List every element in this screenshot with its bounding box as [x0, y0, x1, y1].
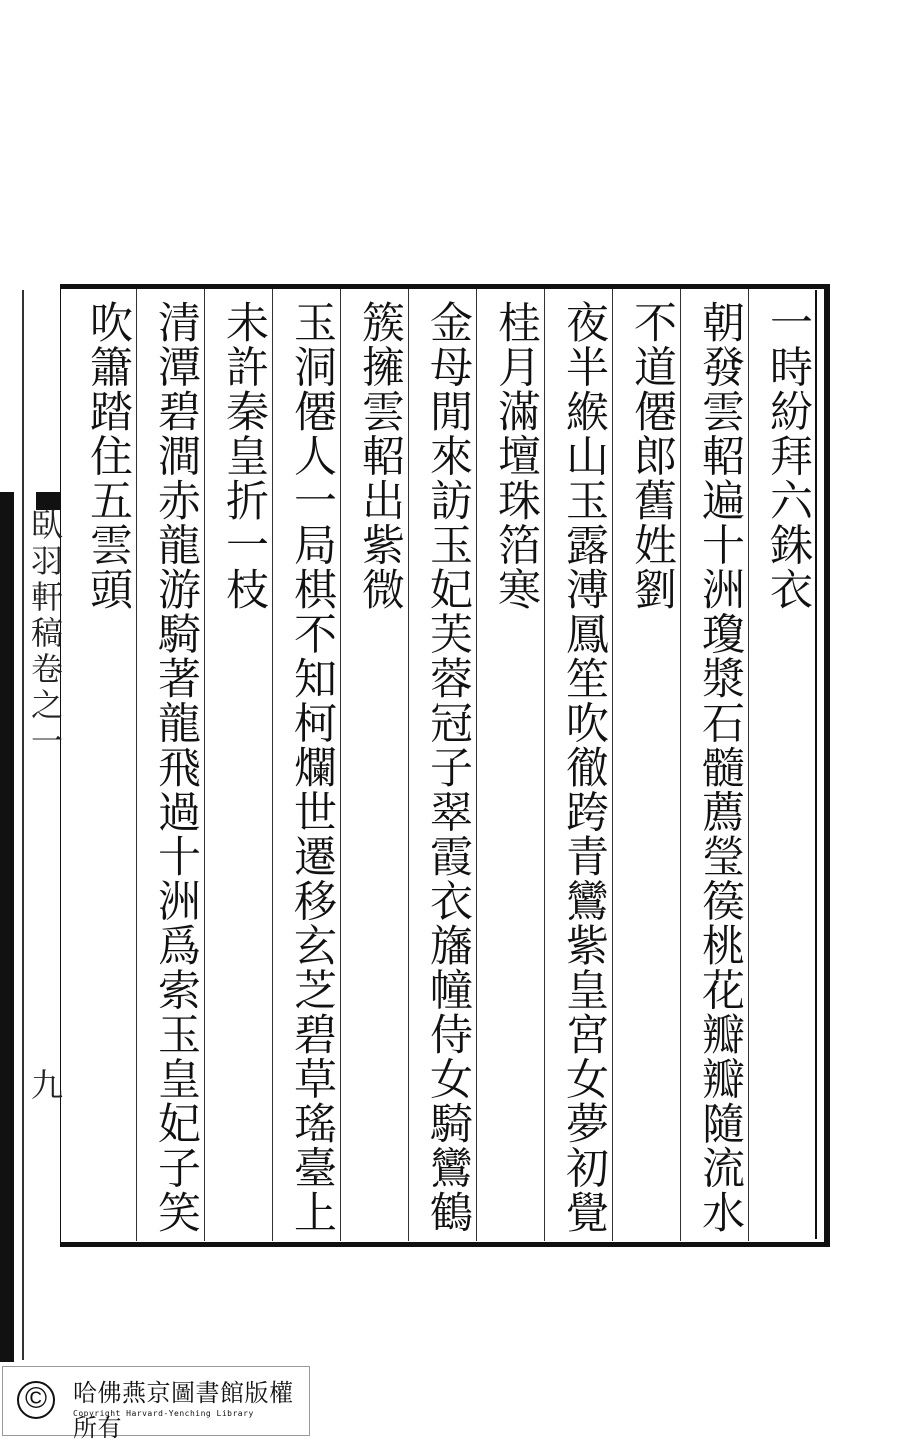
column-rule	[476, 289, 477, 1241]
text-column-11: 吹簫踏住五雲頭	[83, 300, 133, 612]
text-column-2: 朝發雲軺遍十洲瓊漿石髓薦瑩篌桃花瓣瓣隨流水	[695, 300, 745, 1235]
copyright-english: Copyright Harvard-Yenching Library	[73, 1409, 254, 1418]
text-column-10: 清潭碧澗赤龍游騎著龍飛過十洲爲索玉皇妃子笑	[151, 300, 201, 1235]
column-rule	[136, 289, 137, 1241]
text-column-7: 簇擁雲軺出紫微	[355, 300, 405, 612]
column-rule	[680, 289, 681, 1241]
copyright-chinese: 哈佛燕京圖書館版權所有	[73, 1379, 294, 1442]
margin-rule	[22, 290, 24, 1360]
column-rule	[272, 289, 273, 1241]
text-column-5: 桂月滿壇珠箔寒	[491, 300, 541, 612]
column-rule	[340, 289, 341, 1241]
margin-strip	[0, 492, 14, 1362]
text-column-6: 金母閒來訪玉妃芙蓉冠子翠霞衣旛幢侍女騎鸞鶴	[423, 300, 473, 1235]
copyright-icon: ©	[17, 1381, 55, 1419]
column-rule	[748, 289, 749, 1241]
text-column-8: 玉洞僊人一局棋不知柯爛世遷移玄芝碧草瑤臺上	[287, 300, 337, 1235]
column-rule	[612, 289, 613, 1241]
column-rule	[204, 289, 205, 1241]
column-rule	[408, 289, 409, 1241]
column-rule	[544, 289, 545, 1241]
text-column-3: 不道僊郎舊姓劉	[627, 300, 677, 612]
text-column-9: 未許秦皇折一枝	[219, 300, 269, 612]
margin-title: 臥羽軒稿卷之一	[26, 508, 64, 760]
copyright-stamp	[2, 1366, 310, 1442]
text-column-4: 夜半緱山玉露溥鳳笙吹徹跨青鸞紫皇宮女夢初覺	[559, 300, 609, 1235]
text-column-1: 一時紛拜六銖衣	[763, 300, 813, 612]
folio-number: 九	[26, 1068, 64, 1100]
